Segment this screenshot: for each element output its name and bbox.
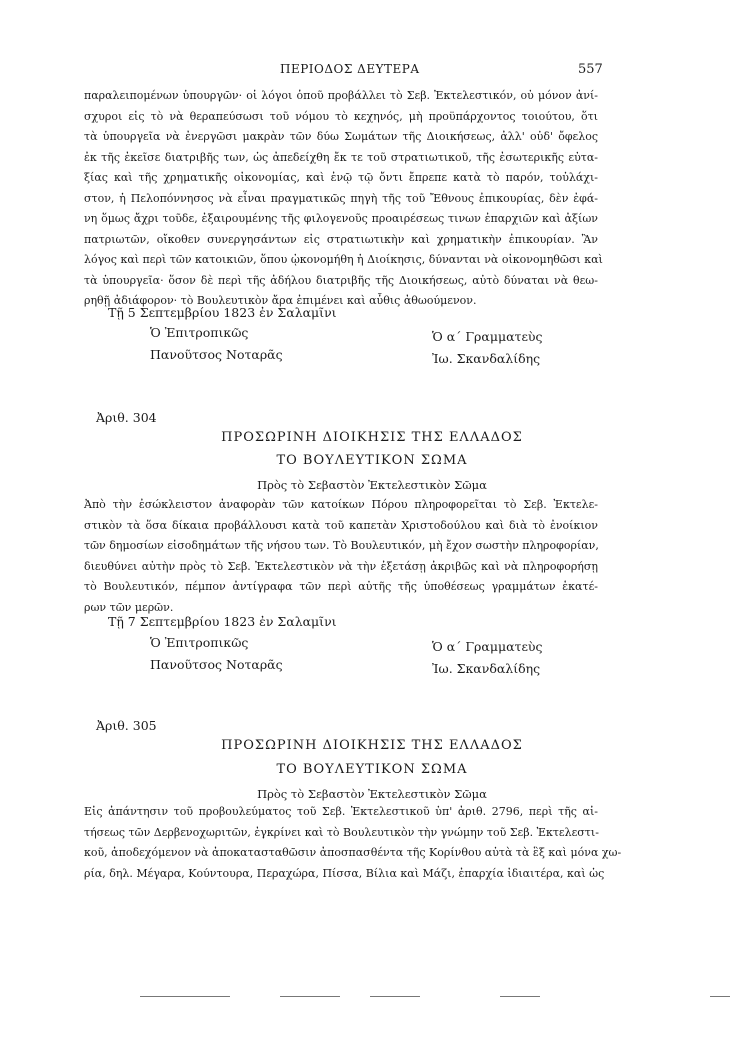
- signature-title: Ὁ Ἐπιτροπικῶς: [150, 635, 249, 650]
- text-line: στον, ἡ Πελοπόννησος νὰ εἶναι πραγματικῶς πηγὴ τῆς τοῦ Ἔθνους ἐπικουρίας, δὲν ἐφά-: [84, 191, 598, 205]
- text-line: σχυροι εἰς τὸ νὰ θεραπεύσωσι τοῦ νόμου τὸ κεχηνός, μὴ προϋπάρχοντος τοιούτου, ὅτι: [84, 109, 598, 123]
- doc2-signature-left: [150, 632, 283, 676]
- text-line: τὰ ὑπουργεῖα· ὅσον δὲ περὶ τῆς ἀδήλου διατριβῆς τῆς Διοικήσεως, αὐτὸ δύναται νὰ θεω-: [84, 273, 598, 287]
- text-line: κοῦ, ἀποδεχόμενον νὰ ἀποκατασταθῶσιν ἀποσπασθέντα τῆς Κορίνθου αὐτὰ τὰ ἓξ καὶ μόνα χω-: [84, 846, 622, 859]
- signature-name: Ἰω. Σκανδαλίδης: [432, 351, 541, 366]
- text-line: ἐκ τῆς ἐκεῖσε διατριβῆς των, ὡς ἀπεδείχθη ἔκ τε τοῦ στρατιωτικοῦ, τῆς ἐσωτερικῆς εὐτα-: [84, 150, 598, 164]
- doc2-date: Τῇ 7 Σεπτεμβρίου 1823 ἐν Σαλαμῖνι: [108, 614, 337, 629]
- doc3-heading-2: ΤΟ ΒΟΥΛΕΥΤΙΚΟΝ ΣΩΜΑ: [276, 762, 468, 777]
- text-line: ρων τῶν μερῶν.: [84, 600, 174, 614]
- scan-artifact-line: [100, 996, 644, 998]
- text-line: νη ὅμως ἄχρι τοῦδε, ἐξαιρουμένης τῆς φιλογενοῦς προαιρέσεως τινων ἐπαρχιῶν καὶ ἀξίων: [84, 212, 598, 225]
- doc2-heading-1: ΠΡΟΣΩΡΙΝΗ ΔΙΟΙΚΗΣΙΣ ΤΗΣ ΕΛΛΑΔΟΣ: [221, 430, 523, 445]
- text-line: ρηθῇ ἀδιάφορον· τὸ Βουλευτικὸν ἄρα ἐπιμένει καὶ αὖθις ἀθωούμενον.: [84, 294, 477, 307]
- signature-title: Ὁ α´ Γραμματεὺς: [432, 329, 543, 344]
- doc3-number: Ἀριθ. 305: [96, 718, 157, 733]
- signature-name: Πανοῦτσος Νοταρᾶς: [150, 657, 283, 672]
- text-line: στικὸν τὰ ὅσα δίκαια προβάλλουσι κατὰ τοῦ καπετὰν Χριστοδούλου καὶ διὰ τὸ ἐνοίκιον: [84, 518, 598, 532]
- doc2-addressee: Πρὸς τὸ Σεβαστὸν Ἐκτελεστικὸν Σῶμα: [257, 478, 487, 492]
- page-number: 557: [578, 62, 603, 77]
- signature-name: Ἰω. Σκανδαλίδης: [432, 661, 541, 676]
- text-line: ρία, δηλ. Μέγαρα, Κούντουρα, Περαχώρα, Πίσσα, Βίλια καὶ Μάζι, ἐπαρχία ἰδιαιτέρα, καὶ ὡς: [84, 866, 605, 880]
- intro-paragraph: [84, 86, 603, 312]
- doc3-addressee: Πρὸς τὸ Σεβαστὸν Ἐκτελεστικὸν Σῶμα: [257, 787, 487, 801]
- signature-name: Πανοῦτσος Νοταρᾶς: [150, 347, 283, 362]
- text-line: τῶν δημοσίων εἰσοδημάτων τῆς νήσου των. Τὸ Βουλευτικόν, μὴ ἔχον σωστὴν πληροφορίαν,: [84, 539, 599, 552]
- text-line: λόγος καὶ περὶ τῶν κατοικιῶν, ὅπου ᾠκονομήθη ἡ Διοίκησις, δύνανται νὰ οἰκονομηθῶσι καὶ: [84, 253, 603, 266]
- doc3-heading-1: ΠΡΟΣΩΡΙΝΗ ΔΙΟΙΚΗΣΙΣ ΤΗΣ ΕΛΛΑΔΟΣ: [221, 738, 523, 753]
- running-head: ΠΕΡΙΟΔΟΣ ΔΕΥΤΕΡΑ: [280, 62, 420, 76]
- text-line: τήσεως τῶν Δερβενοχωριτῶν, ἐγκρίνει καὶ τὸ Βουλευτικὸν τὴν γνώμην τοῦ Σεβ. Ἐκτελεστι-: [84, 825, 599, 839]
- doc1-signature-left: [150, 322, 283, 366]
- text-line: τὰ ὑπουργεῖα νὰ ἐνεργῶσι μακρὰν τῶν δύω Σωμάτων τῆς Διοικήσεως, ἀλλ' οὐδ' ὄφελος: [84, 130, 598, 143]
- text-line: παραλειπομένων ὑπουργῶν· οἱ λόγοι ὁποῦ προβάλλει τὸ Σεβ. Ἐκτελεστικόν, οὐ μόνον ἀνί-: [84, 89, 598, 102]
- text-line: Εἰς ἀπάντησιν τοῦ προβουλεύματος τοῦ Σεβ. Ἐκτελεστικοῦ ὑπ' ἀριθ. 2796, περὶ τῆς αἰ-: [84, 805, 598, 818]
- text-line: διευθύνει αὐτὴν πρὸς τὸ Σεβ. Ἐκτελεστικὸν νὰ τὴν ἐξετάσῃ ἀκριβῶς καὶ νὰ πληροφορήσῃ: [84, 559, 598, 573]
- text-line: τὸ Βουλευτικόν, πέμπον ἀντίγραφα τῶν περὶ αὐτῆς τῆς ὑποθέσεως γραμμάτων ἑκατέ-: [84, 580, 598, 593]
- signature-title: Ὁ α´ Γραμματεὺς: [432, 639, 543, 654]
- text-line: ξίας καὶ τῆς χρηματικῆς οἰκονομίας, καὶ ἐνῷ τῷ ὄντι ἔπρεπε κατὰ τὸ παρόν, τοὐλάχι-: [84, 171, 598, 184]
- doc2-signature-right: [432, 636, 543, 680]
- doc2-heading-2: ΤΟ ΒΟΥΛΕΥΤΙΚΟΝ ΣΩΜΑ: [276, 453, 468, 468]
- signature-title: Ὁ Ἐπιτροπικῶς: [150, 325, 249, 340]
- doc1-signature-right: [432, 326, 543, 370]
- text-line: Ἀπὸ τὴν ἐσώκλειστον ἀναφορὰν τῶν κατοίκων Πόρου πληροφορεῖται τὸ Σεβ. Ἐκτελε-: [84, 498, 598, 511]
- doc2-number: Ἀριθ. 304: [96, 410, 157, 425]
- doc3-body: [84, 802, 622, 884]
- text-line: πατριωτῶν, οἴκοθεν συνεργησάντων εἰς στρατιωτικὴν καὶ χρηματικὴν ἐπικουρίαν. Ἂν: [84, 232, 598, 246]
- doc2-body: [84, 495, 598, 618]
- doc1-date: Τῇ 5 Σεπτεμβρίου 1823 ἐν Σαλαμῖνι: [108, 305, 337, 320]
